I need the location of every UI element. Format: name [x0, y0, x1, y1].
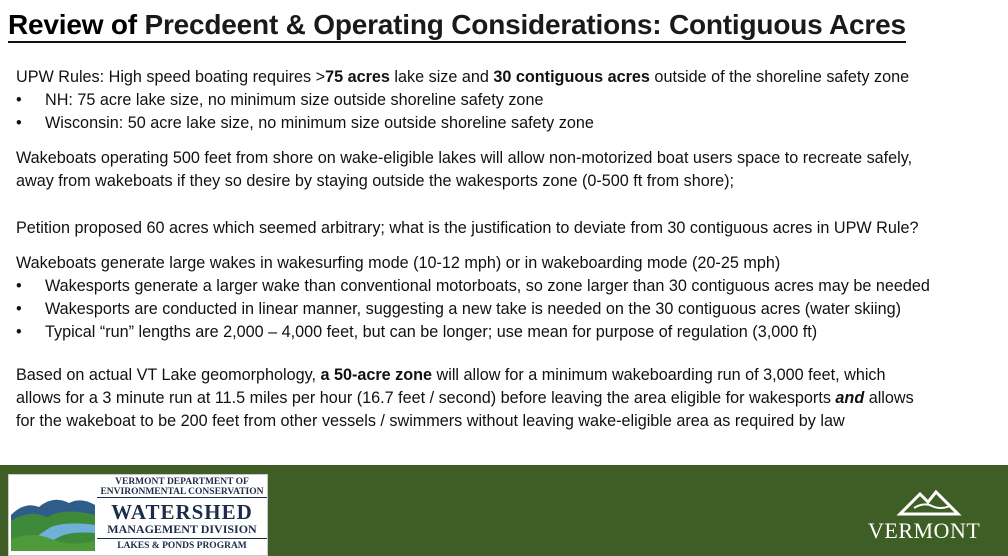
title-main: Precdeent & Operating Considerations: Contiguous Acres	[144, 9, 906, 40]
bullet-larger-wake: • Wakesports generate a larger wake than conventional motorboats, so zone larger than 30 contiguous acres may be needed	[16, 275, 1001, 298]
conclusion-line-3: for the wakeboat to be 200 feet from other vessels / swimmers without leaving wake-eligible area as required by law	[16, 412, 845, 430]
upw-bold-30: 30 contiguous acres	[493, 68, 650, 86]
logo-line-2: ENVIRONMENTAL CONSERVATION	[97, 487, 267, 498]
conclusion-emph-and: and	[835, 389, 865, 407]
logo-line-1: VERMONT DEPARTMENT OF	[115, 477, 249, 487]
upw-text-3: outside of the shoreline safety zone	[649, 68, 910, 86]
bullet-linear-manner: • Wakesports are conducted in linear manner, suggesting a new take is needed on the 30 contiguous acres (water skiing)	[16, 298, 1001, 321]
bullet-run-lengths: • Typical “run” lengths are 2,000 – 4,000 feet, but can be longer; use mean for purpose of regulation (3,000 ft)	[16, 321, 1001, 344]
logo-line-5: LAKES & PONDS PROGRAM	[117, 541, 247, 551]
logo-line-3: WATERSHED	[111, 500, 253, 524]
upw-rules-line	[16, 66, 1001, 89]
bullet-nh: • NH: 75 acre lake size, no minimum size outside shoreline safety zone	[16, 89, 1001, 112]
slide-body	[16, 66, 1001, 433]
slide-title	[8, 9, 906, 43]
conclusion-text-2: will allow for a minimum wakeboarding run of 3,000 feet, which	[432, 366, 886, 384]
upw-bold-75: 75 acres	[325, 68, 390, 86]
vermont-wordmark: VERMONT	[868, 518, 981, 543]
wakeboats-500-line-1: Wakeboats operating 500 feet from shore on wake-eligible lakes will allow non-motorized boat users space to recreate safely,	[16, 149, 913, 167]
watershed-logo	[8, 474, 268, 556]
upw-text-2: lake size and	[389, 68, 494, 86]
bullet-wisconsin: • Wisconsin: 50 acre lake size, no minimum size outside shoreline safety zone	[16, 112, 1001, 135]
vermont-brand	[862, 484, 992, 548]
conclusion-bold-zone: a 50-acre zone	[320, 366, 433, 384]
conclusion-text-1: Based on actual VT Lake geomorphology,	[16, 366, 321, 384]
landscape-icon	[11, 481, 95, 551]
title-prefix: Review of	[8, 9, 145, 40]
conclusion-line-2	[16, 387, 1001, 410]
conclusion-text-4: allows	[864, 389, 914, 407]
logo-line-4: MANAGEMENT DIVISION	[97, 523, 267, 539]
conclusion-text-3: allows for a 3 minute run at 11.5 miles per hour (16.7 feet / second) before leaving the area eligible for wakesports	[16, 389, 836, 407]
conclusion-line-1	[16, 364, 1001, 387]
wakes-line: Wakeboats generate large wakes in wakesurfing mode (10-12 mph) or in wakeboarding mode (20-25 mph)	[16, 254, 781, 272]
upw-text-1: UPW Rules: High speed boating requires >	[16, 68, 326, 86]
petition-line: Petition proposed 60 acres which seemed arbitrary; what is the justification to deviate from 30 contiguous acres in UPW Rule?	[16, 219, 919, 237]
mountain-icon	[862, 484, 992, 520]
wakeboats-500-line-2: away from wakeboats if they so desire by staying outside the wakesports zone (0-500 ft from shore);	[16, 172, 734, 190]
